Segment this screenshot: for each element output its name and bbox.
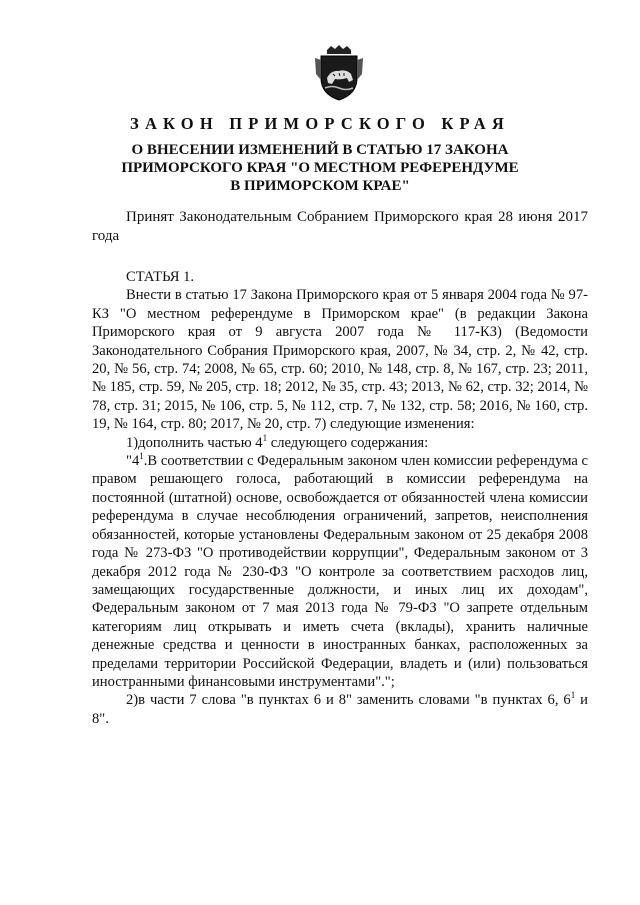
article-heading: СТАТЬЯ 1.	[126, 269, 195, 285]
item-2-text: 2)в части 7 слова "в пунктах 6 и 8" заменить словами "в пунктах 6, 6	[126, 692, 571, 709]
subtitle-line: В ПРИМОРСКОМ КРАЕ"	[230, 178, 410, 194]
article-intro-paragraph: Внести в статью 17 Закона Приморского края от 5 января 2004 года № 97-КЗ "О местном референдуме в Приморском крае" (в редакции Закона Приморского края от 9 августа 2007 года № 117-КЗ) (Ведомости Законодательного Собрания Приморского края, 2007, № 34, стр. 2, № 42, стр. 20, № 56, стр. 74; 2008, № 65, стр. 60; 2010, № 148, стр. 8, № 167, стр. 23; 2011, № 185, стр. 59, № 205, стр. 18; 2012, № 35, стр. 43; 2013, № 62, стр. 32; 2014, № 78, стр. 31; 2015, № 106, стр. 5, № 112, стр. 7, № 132, стр. 58; 2016, № 160, стр. 19, № 164, стр. 80; 2017, № 20, стр. 7) следующие изменения:	[92, 287, 588, 433]
quote-superscript: 1	[139, 451, 144, 462]
adoption-statement: Принят Законодательным Собранием Приморского края 28 июня 2017 года	[92, 209, 588, 244]
item-2-end: и 8".	[92, 692, 588, 727]
item-1-prefix: 1)дополнить частью 4	[126, 434, 263, 451]
item-1-suffix: следующего содержания:	[267, 434, 429, 451]
item-1-paragraph	[92, 434, 588, 452]
item-2-paragraph	[92, 691, 588, 728]
article-body	[92, 268, 588, 728]
item-1-superscript: 1	[262, 432, 268, 443]
quote-text: .В соответствии с Федеральным законом член комиссии референдума с правом решающего голоса, работающий в комиссии референдума на постоянной (штатной) основе, освобождается от обязанностей члена комиссии референдума в случае несоблюдения ограничений, запретов, неисполнения обязанностей, которые установлены Федеральным законом от 25 декабря 2008 года № 273-ФЗ "О противодействии коррупции", Федеральным законом от 3 декабря 2012 года № 230-ФЗ "О контроле за соответствием расходов лиц, замещающих государственные должности, и иных лиц их доходам", Федеральным законом от 7 мая 2013 года № 79-ФЗ "О запрете отдельным категориям лиц открывать и иметь счета (вклады), хранить наличные денежные средства и ценности в иностранных банках, расположенных за пределами территории Российской Федерации, владеть и (или) пользоваться иностранными финансовыми инструментами".";	[92, 453, 588, 690]
quote-prefix: "4	[126, 453, 140, 470]
law-subtitle	[0, 141, 640, 195]
quoted-part-paragraph	[92, 452, 588, 691]
item-2-superscript: 1	[570, 690, 576, 701]
coat-of-arms-emblem-icon	[313, 44, 365, 102]
subtitle-line: ПРИМОРСКОГО КРАЯ "О МЕСТНОМ РЕФЕРЕНДУМЕ	[121, 160, 519, 176]
subtitle-line: О ВНЕСЕНИИ ИЗМЕНЕНИЙ В СТАТЬЮ 17 ЗАКОНА	[131, 142, 509, 158]
law-title: ЗАКОН ПРИМОРСКОГО КРАЯ	[130, 114, 510, 133]
